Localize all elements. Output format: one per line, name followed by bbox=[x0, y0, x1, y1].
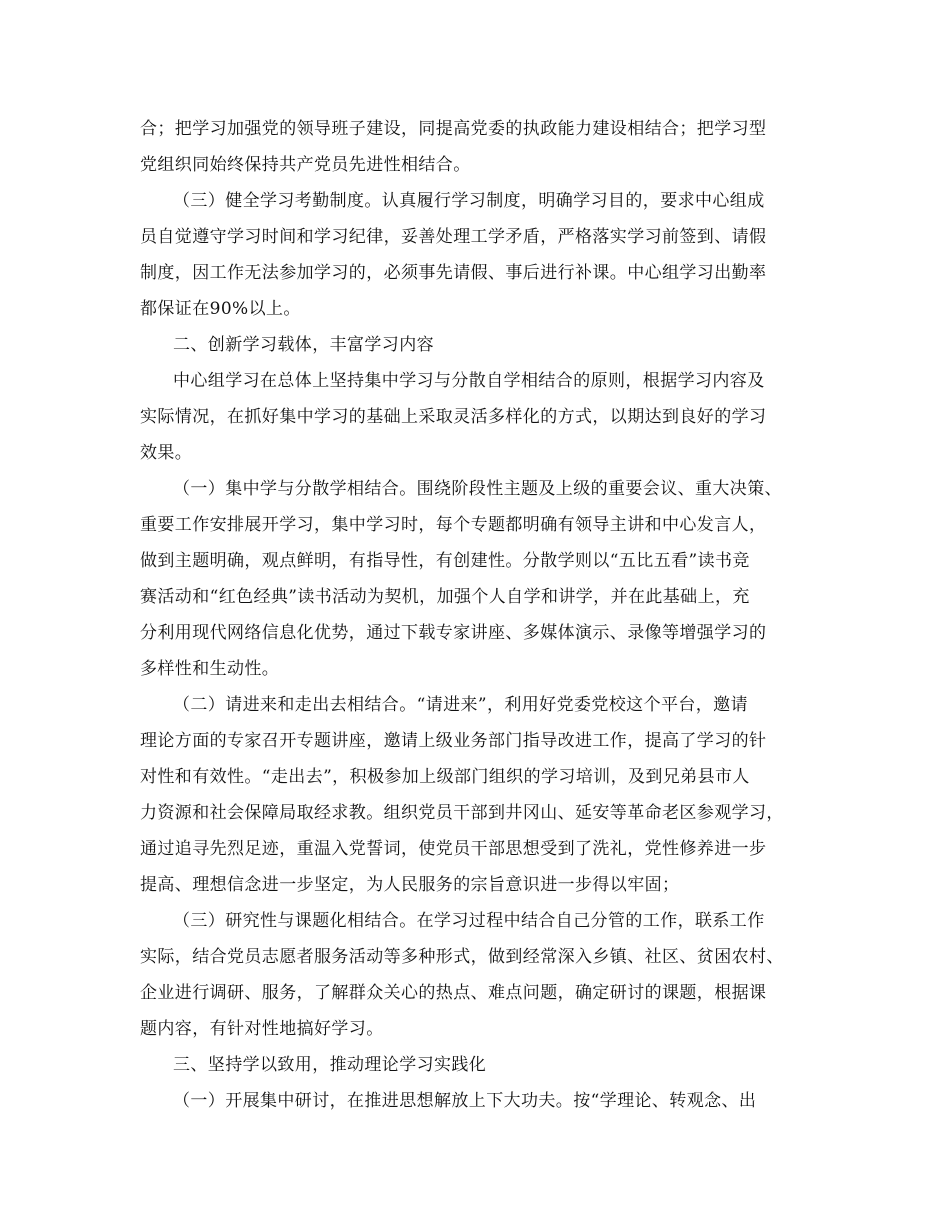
section-heading: 三、坚持学以致用，推动理论学习实践化 bbox=[173, 1055, 487, 1075]
text-line: 做到主题明确，观点鲜明，有指导性，有创建性。分散学则以“五比五看”读书竞 bbox=[140, 551, 750, 571]
text-line: 制度，因工作无法参加学习的，必须事先请假、事后进行补课。中心组学习出勤率 bbox=[140, 263, 767, 283]
text-line: 对性和有效性。“走出去”，积极参加上级部门组织的学习培训，及到兄弟县市人 bbox=[140, 767, 750, 787]
text-line: 题内容，有针对性地搞好学习。 bbox=[140, 1019, 384, 1039]
text-line: 实际，结合党员志愿者服务活动等多种形式，做到经常深入乡镇、社区、贫困农村、 bbox=[140, 947, 784, 967]
text-line: 力资源和社会保障局取经求教。组织党员干部到井冈山、延安等革命老区参观学习， bbox=[140, 803, 784, 823]
text-line: 都保证在90%以上。 bbox=[140, 299, 301, 319]
text-line: 中心组学习在总体上坚持集中学习与分散自学相结合的原则，根据学习内容及 bbox=[173, 371, 765, 391]
text-line: 合；把学习加强党的领导班子建设，同提高党委的执政能力建设相结合；把学习型 bbox=[140, 119, 767, 139]
text-line: 多样性和生动性。 bbox=[140, 659, 280, 679]
text-line: 企业进行调研、服务，了解群众关心的热点、难点问题，确定研讨的课题，根据课 bbox=[140, 983, 767, 1003]
text-line: （一）开展集中研讨，在推进思想解放上下大功夫。按“学理论、转观念、出 bbox=[173, 1091, 757, 1111]
text-line: 效果。 bbox=[140, 443, 193, 463]
text-line: （二）请进来和走出去相结合。“请进来”，利用好党委党校这个平台，邀请 bbox=[173, 695, 748, 715]
text-line: 通过追寻先烈足迹，重温入党誓词，使党员干部思想受到了洗礼，党性修养进一步 bbox=[140, 839, 767, 859]
text-line: （一）集中学与分散学相结合。围绕阶段性主题及上级的重要会议、重大决策、 bbox=[173, 479, 782, 499]
text-line: 理论方面的专家召开专题讲座，邀请上级业务部门指导改进工作，提高了学习的针 bbox=[140, 731, 767, 751]
text-line: 员自觉遵守学习时间和学习纪律，妥善处理工学矛盾，严格落实学习前签到、请假 bbox=[140, 227, 767, 247]
text-line: （三）研究性与课题化相结合。在学习过程中结合自己分管的工作，联系工作 bbox=[173, 911, 765, 931]
text-line: 重要工作安排展开学习，集中学习时，每个专题都明确有领导主讲和中心发言人， bbox=[140, 515, 767, 535]
text-line: 党组织同始终保持共产党员先进性相结合。 bbox=[140, 155, 471, 175]
text-line: 提高、理想信念进一步坚定，为人民服务的宗旨意识进一步得以牢固； bbox=[140, 875, 680, 895]
text-line: 分利用现代网络信息化优势，通过下载专家讲座、多媒体演示、录像等增强学习的 bbox=[140, 623, 767, 643]
text-line: 赛活动和“红色经典”读书活动为契机，加强个人自学和讲学，并在此基础上，充 bbox=[140, 587, 750, 607]
text-line: 实际情况，在抓好集中学习的基础上采取灵活多样化的方式，以期达到良好的学习 bbox=[140, 407, 767, 427]
section-heading: 二、创新学习载体，丰富学习内容 bbox=[173, 335, 434, 355]
text-line: （三）健全学习考勤制度。认真履行学习制度，明确学习目的，要求中心组成 bbox=[173, 191, 765, 211]
